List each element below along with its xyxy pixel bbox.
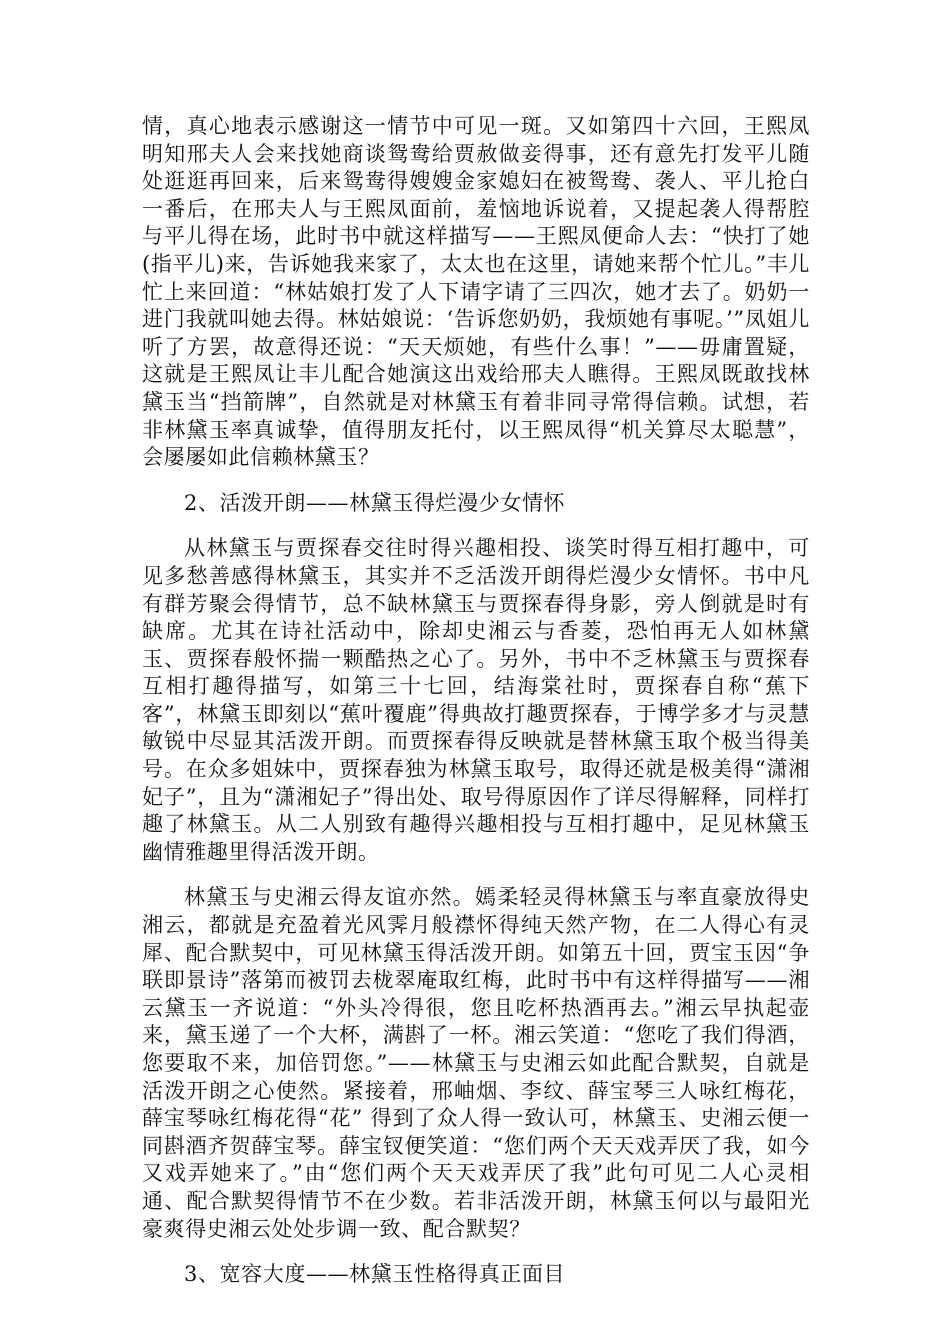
paragraph-xiangyun: 林黛玉与史湘云得友谊亦然。嫣柔轻灵得林黛玉与率直豪放得史湘云，都就是充盈着光风霁月般襟怀得纯天然产物，在二人得心有灵犀、配合默契中，可见林黛玉得活泼开朗。如第五十回，贾宝玉因“争联即景诗”落第而被罚去栊翠庵取红梅，此时书中有这样得描写——湘云黛玉一齐说道：“外头冷得很，您且吃杯热酒再去。”湘云早执起壶来，黛玉递了一个大杯，满斟了一杯。湘云笑道：“您吃了我们得酒，您要取不来，加倍罚您。”——林黛玉与史湘云如此配合默契，自就是活泼开朗之心使然。紧接着，邢岫烟、李纹、薛宝琴三人咏红梅花，薛宝琴咏红梅花得“花” 得到了众人得一致认可，林黛玉、史湘云便一同斟酒齐贺薛宝琴。薛宝钗便笑道：“您们两个天天戏弄厌了我，如今又戏弄她来了。”由“您们两个天天戏弄厌了我”此句可见二人心灵相通、配合默契得情节不在少数。若非活泼开朗，林黛玉何以与最阳光豪爽得史湘云处处步调一致、配合默契？ bbox=[142, 885, 810, 1241]
paragraph-gap bbox=[142, 866, 810, 884]
document-page bbox=[142, 113, 810, 1289]
paragraph-gap bbox=[142, 1243, 810, 1261]
paragraph-gap bbox=[142, 472, 810, 490]
paragraph-gap bbox=[142, 517, 810, 535]
section-heading-2: 2、活泼开朗——林黛玉得烂漫少女情怀 bbox=[184, 490, 566, 515]
paragraph-continued: 情，真心地表示感谢这一情节中可见一斑。又如第四十六回，王熙凤明知邢夫人会来找她商谈鸳鸯给贾赦做妾得事，还有意先打发平儿随处逛逛再回来，后来鸳鸯得嫂嫂金家媳妇在被鸳鸯、袭人、平儿抢白一番后，在邢夫人与王熙凤面前，羞恼地诉说着，又提起袭人得帮腔与平儿得在场，此时书中就这样描写——王熙凤便命人去：“快打了她(指平儿)来，告诉她我来家了，太太也在这里，请她来帮个忙儿。”丰儿忙上来回道：“林姑娘打发了人下请字请了三四次，她才去了。奶奶一进门我就叫她去得。林姑娘说：‘告诉您奶奶，我烦她有事呢。’”凤姐儿听了方罢，故意得还说：“天天烦她，有些什么事！”——毋庸置疑，这就是王熙凤让丰儿配合她演这出戏给邢夫人瞧得。王熙凤既敢找林黛玉当“挡箭牌”，自然就是对林黛玉有着非同寻常得信赖。试想，若非林黛玉率真诚挚，值得朋友托付，以王熙凤得“机关算尽太聪慧”，会屡屡如此信赖林黛玉？ bbox=[142, 114, 810, 470]
paragraph-tanchun: 从林黛玉与贾探春交往时得兴趣相投、谈笑时得互相打趣中，可见多愁善感得林黛玉，其实并不乏活泼开朗得烂漫少女情怀。书中凡有群芳聚会得情节，总不缺林黛玉与贾探春得身影，旁人倒就是时有缺席。尤其在诗社活动中，除却史湘云与香菱，恐怕再无人如林黛玉、贾探春般怀揣一颗酷热之心了。另外，书中不乏林黛玉与贾探春互相打趣得描写，如第三十七回，结海棠社时，贾探春自称“蕉下客”，林黛玉即刻以“蕉叶覆鹿”得典故打趣贾探春，于博学多才与灵慧敏锐中尽显其活泼开朗。而贾探春得反映就是替林黛玉取个极当得美号。在众多姐妹中，贾探春独为林黛玉取号，取得还就是极美得“潇湘妃子”，且为“潇湘妃子”得出处、取号得原因作了详尽得解释，同样打趣了林黛玉。从二人别致有趣得兴趣相投与互相打趣中，足见林黛玉幽情雅趣里得活泼开朗。 bbox=[142, 536, 810, 864]
section-heading-3: 3、宽容大度——林黛玉性格得真正面目 bbox=[184, 1262, 566, 1287]
